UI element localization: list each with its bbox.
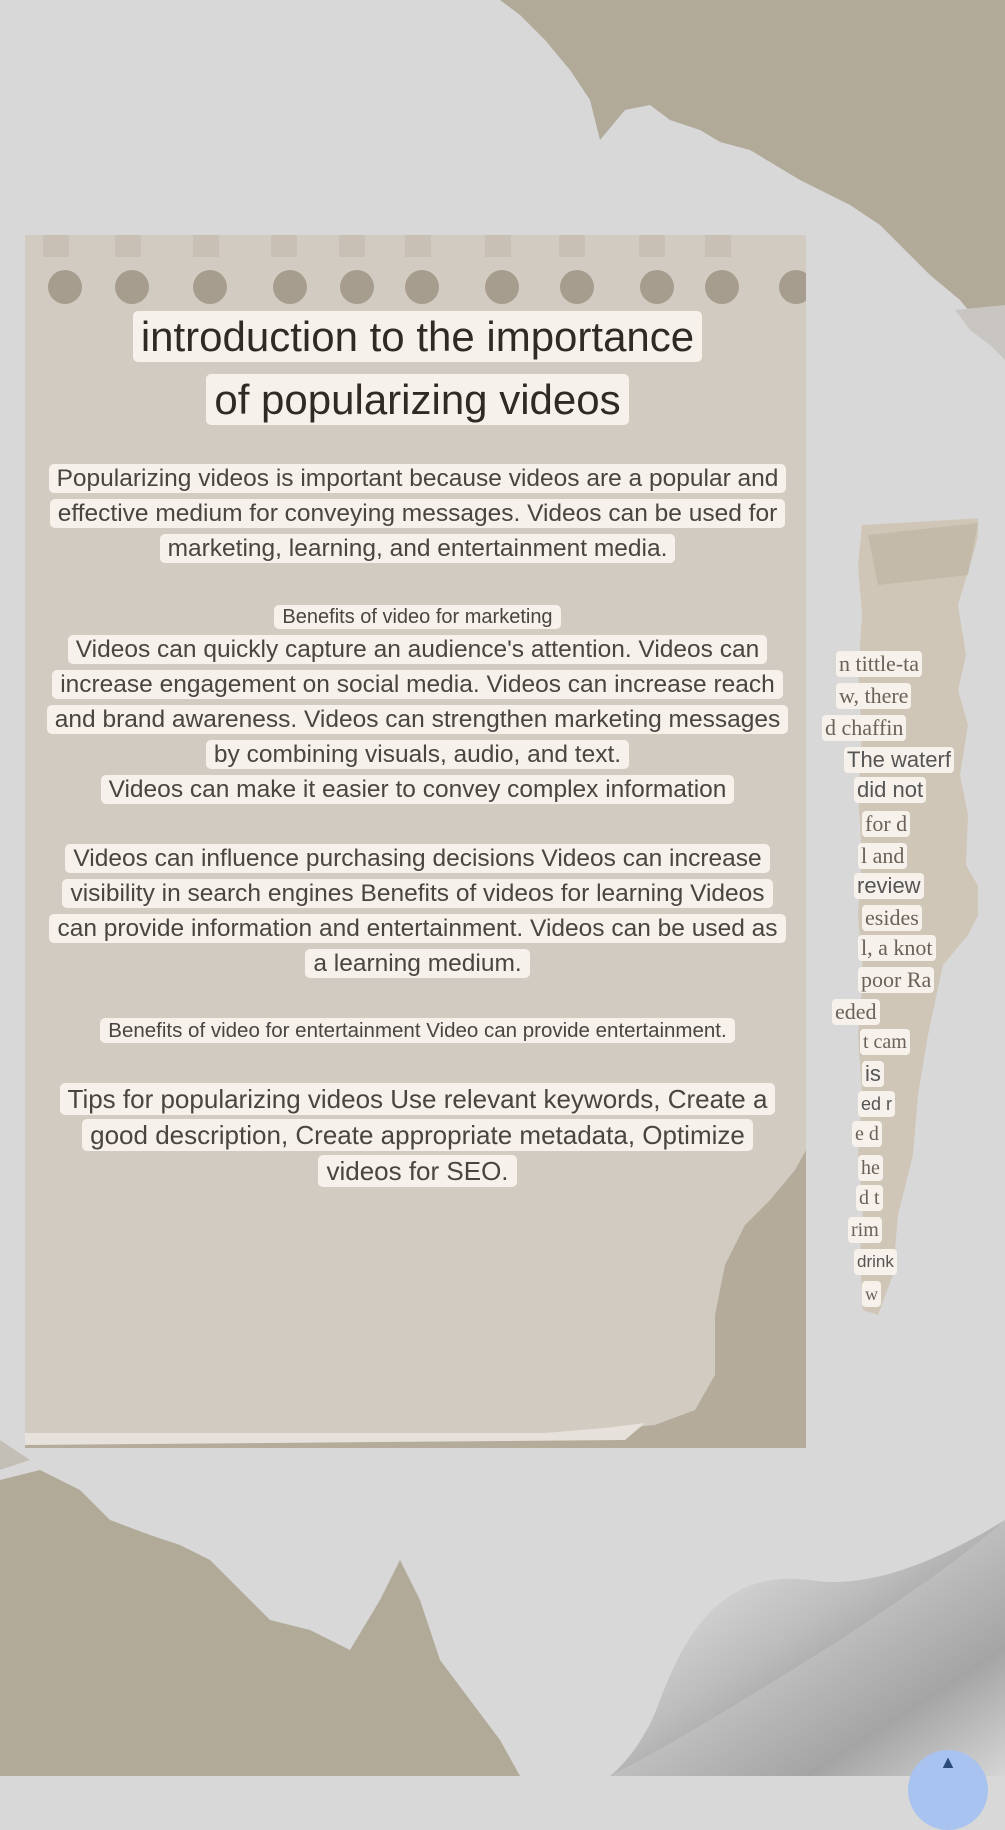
tips-paragraph: Tips for popularizing videos Use relevant keywords, Create a good description, Create appropriate metadata, Optimize videos for SEO. (45, 1081, 790, 1189)
strip-word: eded (832, 999, 880, 1025)
page-title (45, 305, 790, 431)
strip-word: ed r (858, 1091, 895, 1117)
strip-word: w, there (836, 683, 911, 709)
strip-word: drink (854, 1249, 897, 1275)
strip-word: w (862, 1281, 881, 1307)
marketing-heading: Benefits of video for marketing (45, 602, 790, 632)
strip-word: review (854, 873, 924, 899)
learning-paragraph: Videos can influence purchasing decisions Videos can increase visibility in search engines Benefits of videos for learning Videos can provide information and entertainment. Videos can be used as a learning medium. (45, 841, 790, 981)
title-line-2: of popularizing videos (206, 374, 628, 425)
strip-word: did not (854, 777, 926, 803)
strip-word: l and (858, 843, 907, 869)
strip-word: d t (856, 1185, 883, 1211)
scroll-up-button[interactable] (908, 1750, 988, 1830)
strip-word: is (862, 1061, 884, 1087)
strip-word: poor Ra (858, 967, 934, 993)
complex-info-paragraph: Videos can make it easier to convey complex information (45, 772, 790, 807)
strip-word: n tittle-ta (836, 651, 922, 677)
torn-shape-bottom-left (0, 1470, 520, 1776)
intro-paragraph: Popularizing videos is important because videos are a popular and effective medium for conveying messages. Videos can be used for marketing, learning, and entertainment media. (45, 461, 790, 566)
main-content (45, 305, 790, 1189)
strip-word: esides (862, 905, 922, 931)
strip-word: for d (862, 811, 910, 837)
strip-word: rim (848, 1217, 882, 1243)
torn-newspaper-strip (818, 515, 978, 1315)
strip-word: l, a knot (858, 935, 936, 961)
marketing-paragraph: Videos can quickly capture an audience's attention. Videos can increase engagement on social media. Videos can increase reach and brand awareness. Videos can strengthen marketing messages by combining visuals, audio, and text. (45, 632, 790, 772)
entertainment-paragraph: Benefits of video for entertainment Video can provide entertainment. (45, 1015, 790, 1047)
title-line-1: introduction to the importance (133, 311, 702, 362)
up-arrow-icon: ▲ (939, 1752, 957, 1772)
strip-word: The waterf (844, 747, 954, 773)
strip-word: e d (852, 1121, 882, 1147)
strip-word: d chaffin (822, 715, 906, 741)
strip-word: he (858, 1155, 883, 1181)
strip-word: t cam (860, 1029, 910, 1055)
